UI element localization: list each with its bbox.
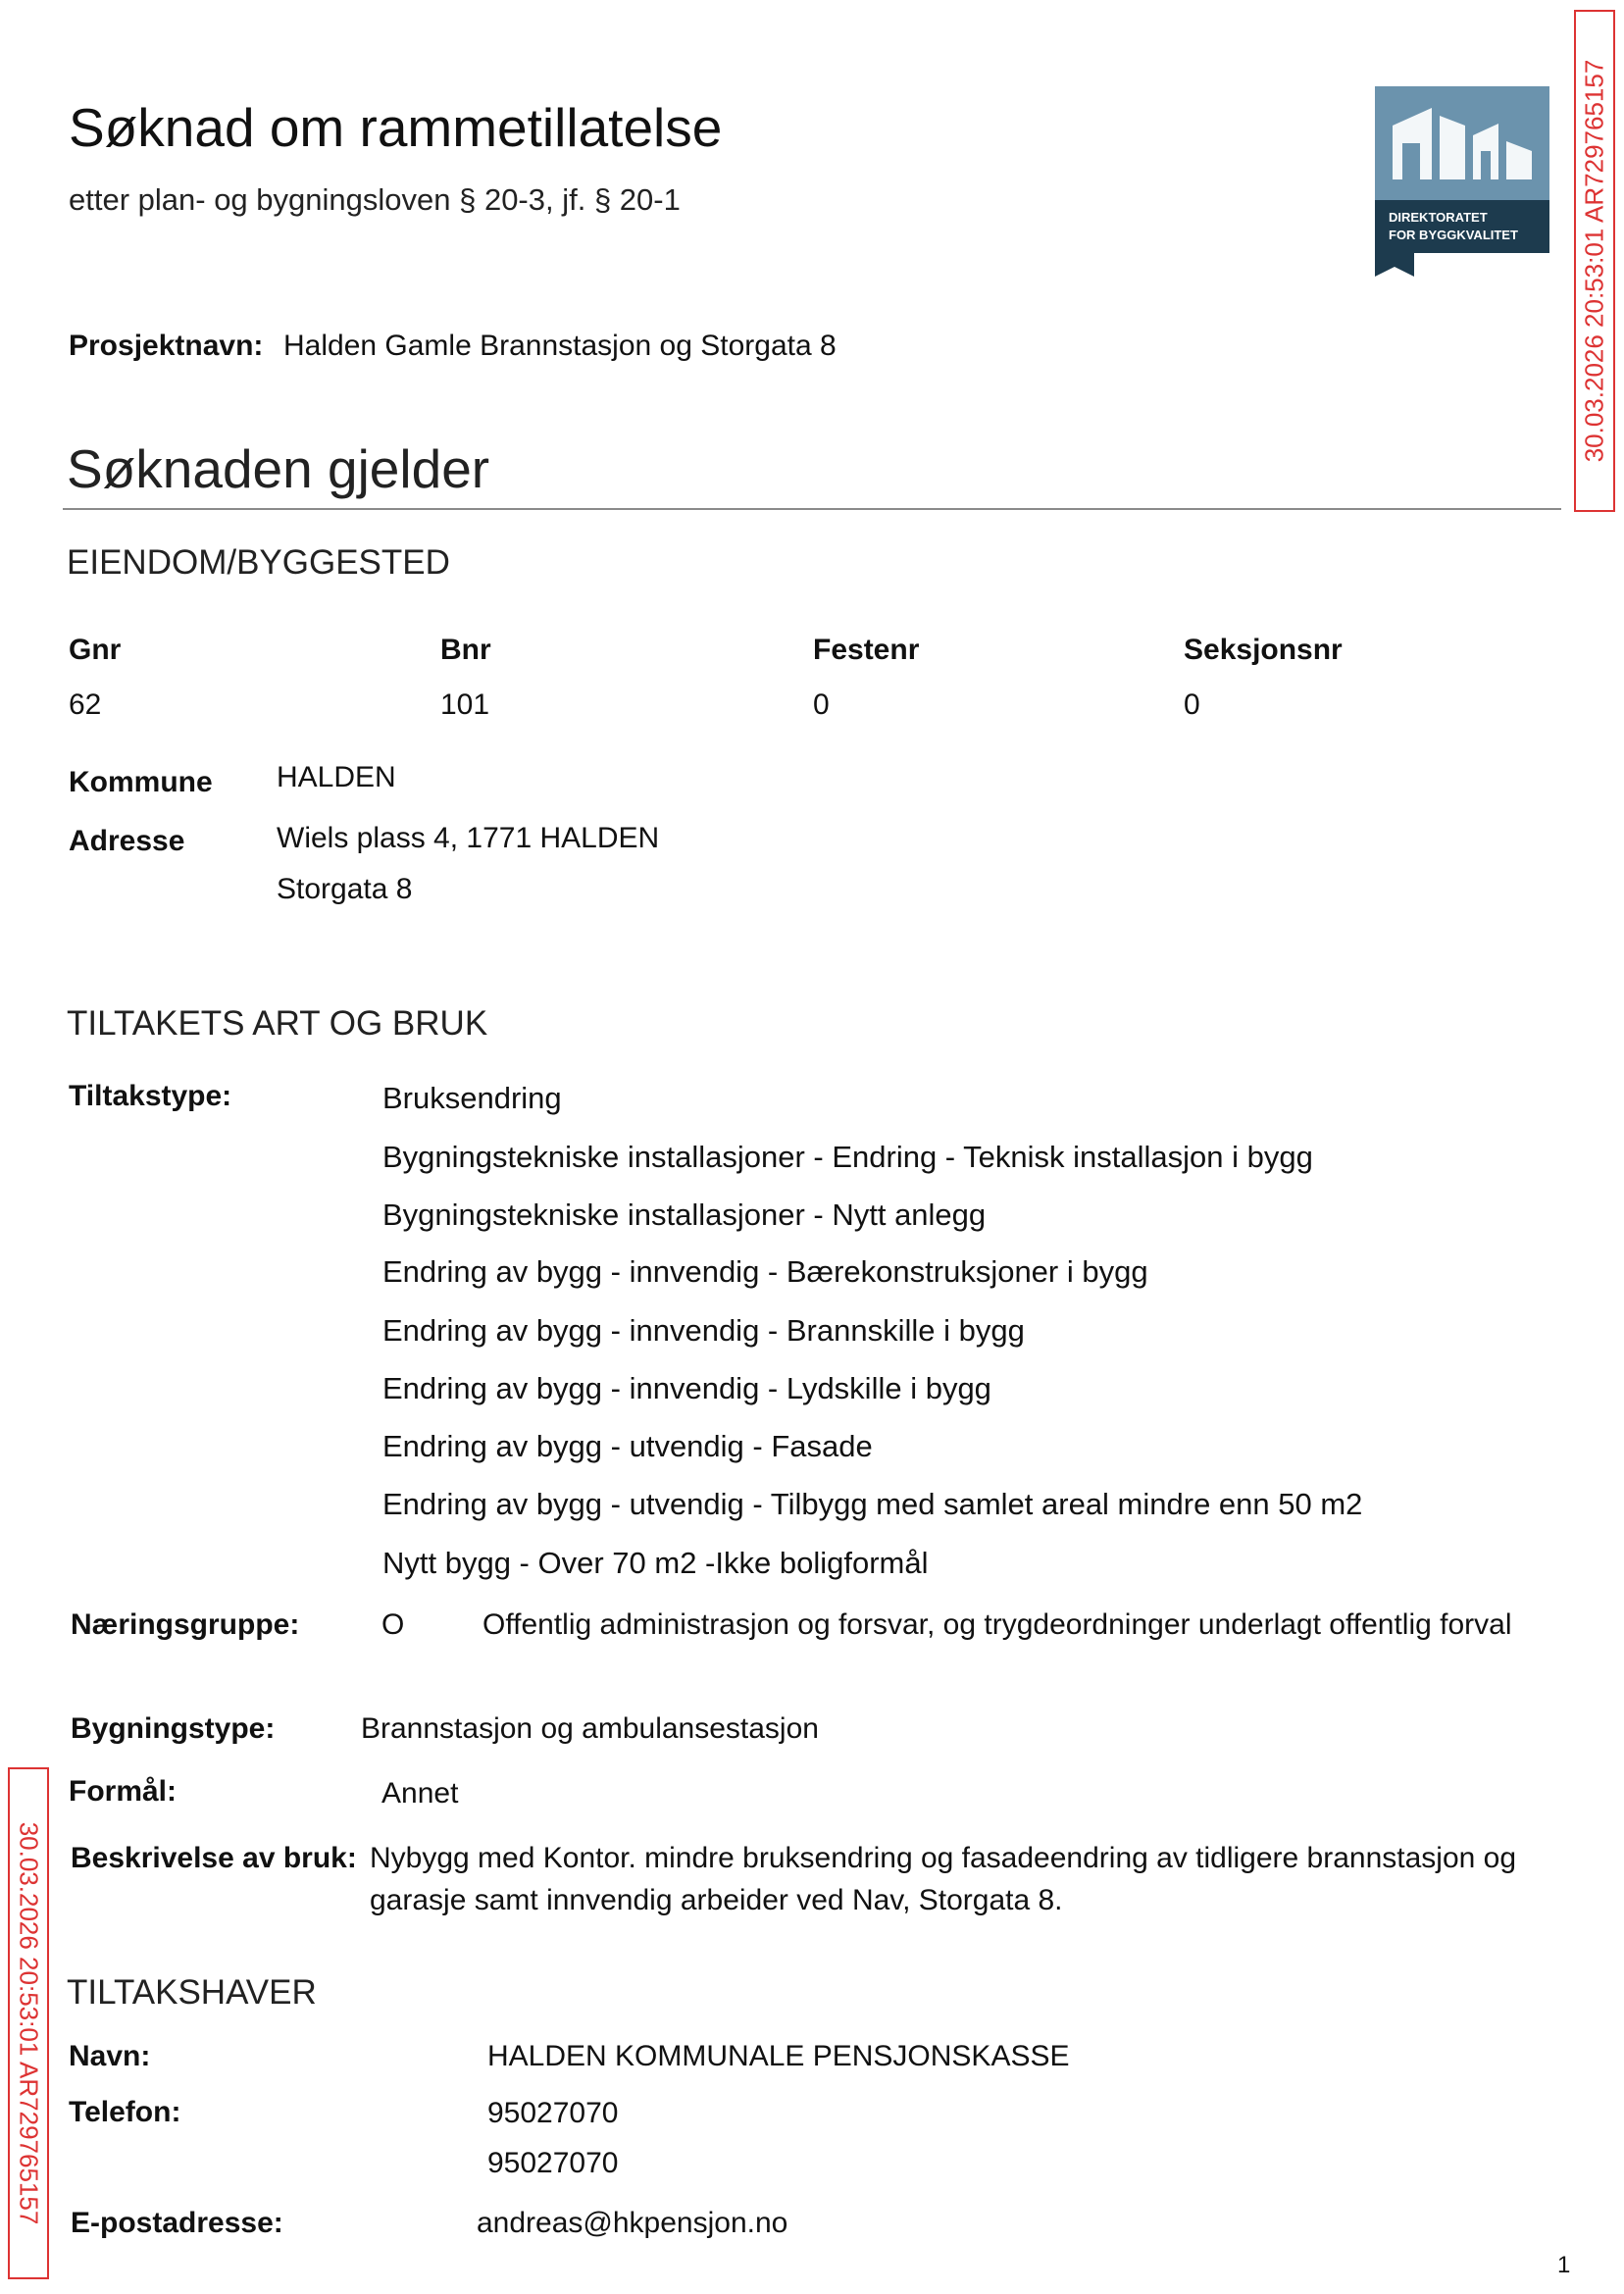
tiltakstype-item: Endring av bygg - innvendig - Lydskille i bygg bbox=[382, 1371, 991, 1405]
bygningstype-value: Brannstasjon og ambulansestasjon bbox=[361, 1712, 819, 1745]
tiltak-heading: TILTAKETS ART OG BRUK bbox=[67, 1004, 488, 1043]
seksjonsnr-label: Seksjonsnr bbox=[1184, 634, 1343, 666]
tiltakstype-item: Endring av bygg - utvendig - Tilbygg med samlet areal mindre enn 50 m2 bbox=[382, 1487, 1363, 1521]
bnr-label: Bnr bbox=[440, 634, 491, 666]
epost-value: andreas@hkpensjon.no bbox=[477, 2207, 788, 2239]
telefon-value-2: 95027070 bbox=[487, 2147, 619, 2179]
beskrivelse-line2: garasje samt innvendig arbeider ved Nav, Storgata 8. bbox=[370, 1884, 1063, 1916]
seksjonsnr-value: 0 bbox=[1184, 688, 1200, 721]
timestamp-stamp-top-text: 30.03.2026 20:53:01 AR729765157 bbox=[1579, 59, 1609, 463]
project-value: Halden Gamle Brannstasjon og Storgata 8 bbox=[283, 330, 837, 362]
tiltakstype-item: Bygningstekniske installasjoner - Nytt anlegg bbox=[382, 1198, 987, 1232]
eiendom-heading: EIENDOM/BYGGESTED bbox=[67, 543, 450, 582]
kommune-label: Kommune bbox=[69, 766, 213, 798]
naeringsgruppe-label: Næringsgruppe: bbox=[71, 1608, 300, 1641]
beskrivelse-line1: Nybygg med Kontor. mindre bruksendring og fasadeendring av tidligere brannstasjon og bbox=[370, 1842, 1517, 1874]
bygningstype-label: Bygningstype: bbox=[71, 1712, 276, 1745]
section-divider bbox=[63, 508, 1561, 510]
naeringsgruppe-code: O bbox=[381, 1608, 405, 1641]
gnr-value: 62 bbox=[69, 688, 102, 721]
adresse-line2: Storgata 8 bbox=[277, 873, 413, 905]
document-title: Søknad om rammetillatelse bbox=[69, 97, 723, 158]
formal-label: Formål: bbox=[69, 1775, 178, 1808]
beskrivelse-label: Beskrivelse av bruk: bbox=[71, 1842, 357, 1874]
telefon-value-1: 95027070 bbox=[487, 2097, 619, 2129]
tiltakshaver-heading: TILTAKSHAVER bbox=[67, 1973, 317, 2012]
tiltakstype-item: Endring av bygg - utvendig - Fasade bbox=[382, 1429, 873, 1463]
tiltakstype-item: Nytt bygg - Over 70 m2 -Ikke boligformål bbox=[382, 1546, 929, 1580]
dibk-logo-graphic bbox=[1375, 86, 1549, 277]
navn-label: Navn: bbox=[69, 2040, 151, 2072]
dibk-logo bbox=[1375, 86, 1549, 277]
logo-text-line1: DIREKTORATET bbox=[1389, 210, 1488, 225]
document-subtitle: etter plan- og bygningsloven § 20-3, jf. § 20-1 bbox=[69, 182, 681, 217]
festenr-label: Festenr bbox=[813, 634, 920, 666]
epost-label: E-postadresse: bbox=[71, 2207, 283, 2239]
gnr-label: Gnr bbox=[69, 634, 122, 666]
project-label: Prosjektnavn: bbox=[69, 330, 264, 362]
tiltakstype-label: Tiltakstype: bbox=[69, 1080, 232, 1112]
section-title: Søknaden gjelder bbox=[67, 438, 490, 499]
navn-value: HALDEN KOMMUNALE PENSJONSKASSE bbox=[487, 2040, 1070, 2072]
tiltakstype-item: Endring av bygg - innvendig - Bærekonstruksjoner i bygg bbox=[382, 1254, 1148, 1289]
bnr-value: 101 bbox=[440, 688, 490, 721]
timestamp-stamp-left bbox=[8, 1767, 49, 2279]
adresse-line1: Wiels plass 4, 1771 HALDEN bbox=[277, 822, 660, 854]
tiltakstype-item: Bygningstekniske installasjoner - Endring - Teknisk installasjon i bygg bbox=[382, 1140, 1313, 1174]
festenr-value: 0 bbox=[813, 688, 830, 721]
logo-text-line2: FOR BYGGKVALITET bbox=[1389, 228, 1518, 242]
adresse-label: Adresse bbox=[69, 825, 185, 857]
page-number: 1 bbox=[1557, 2252, 1571, 2278]
telefon-label: Telefon: bbox=[69, 2096, 181, 2128]
naeringsgruppe-text: Offentlig administrasjon og forsvar, og trygdeordninger underlagt offentlig forval bbox=[482, 1608, 1512, 1641]
kommune-value: HALDEN bbox=[277, 761, 396, 793]
tiltakstype-item: Bruksendring bbox=[382, 1081, 562, 1115]
tiltakstype-item: Endring av bygg - innvendig - Brannskille i bygg bbox=[382, 1313, 1025, 1348]
timestamp-stamp-top bbox=[1574, 10, 1615, 512]
timestamp-stamp-left-text: 30.03.2026 20:53:01 AR729765157 bbox=[14, 1821, 44, 2225]
formal-value: Annet bbox=[381, 1777, 459, 1810]
